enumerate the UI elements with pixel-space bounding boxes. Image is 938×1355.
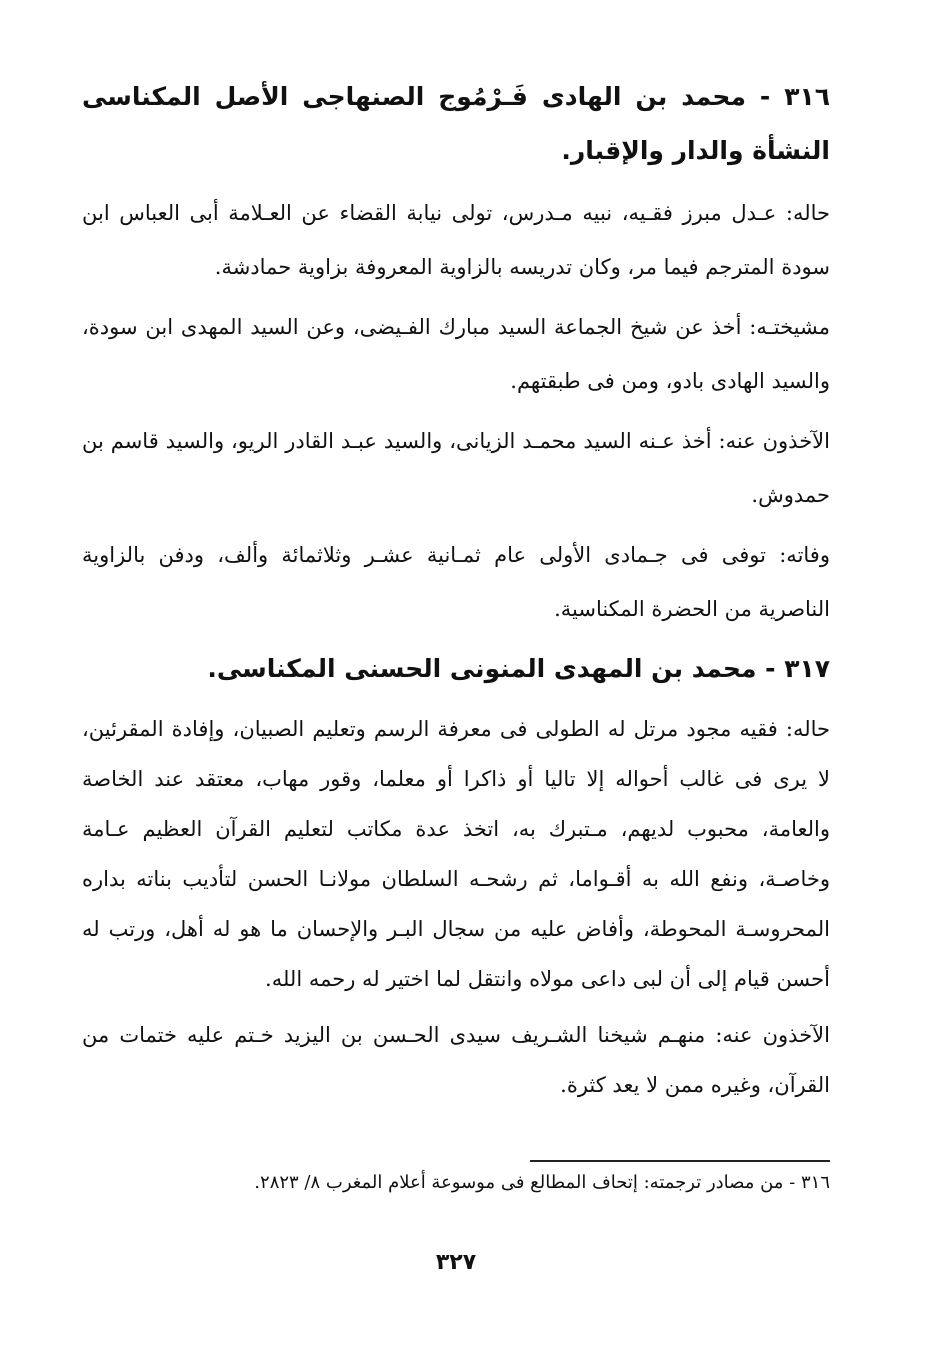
entry-316-mashyakha — [82, 300, 830, 408]
akhidhun-text: أخذ عـنه السيد محمـد الزيانى، والسيد عبـد القادر الريو، والسيد قاسم بن حمدوش. — [82, 429, 830, 507]
entry-316-title: ٣١٦ - محمد بن الهادى فَـرْمُوج الصنهاجى الأصل المكناسى النشأة والدار والإقبار. — [82, 82, 830, 165]
hal-text: فقيه مجود مرتل له الطولى فى معرفة الرسم وتعليم الصبيان، وإفادة المقرئين، لا يرى فى غالب أحواله إلا تاليا أو ذاكرا أو معلما، وقور مهاب، معتقد عند الخاصة والعامة، محبوب لديهم، مـتبرك به، اتخذ عدة مكاتب لتعليم القرآن العظيم عـامة وخاصـة، ونفع الله به أقـواما، ثم رشحـه السلطان مولانـا الحسن لتأديب بناته بداره المحروسـة المحوطة، وأفاض عليه من سجال البـر والإحسان ما هو له أهل، ورتب له أحسن قيام إلى أن لبى داعى مولاه وانتقل لما اختير له رحمه الله. — [82, 717, 830, 991]
hal-label: حاله: — [785, 201, 830, 225]
wafat-label: وفاته: — [779, 543, 830, 567]
entry-316-wafat — [82, 528, 830, 636]
document-page — [82, 70, 830, 1300]
footnote-section — [82, 1160, 830, 1200]
footnote-divider — [530, 1160, 830, 1162]
footnote: ٣١٦ - من مصادر ترجمته: إتحاف المطالع فى موسوعة أعلام المغرب ٨/ ٢٨٢٣. — [254, 1172, 830, 1193]
hal-text: عـدل مبرز فقـيه، نبيه مـدرس، تولى نيابة القضاء عن العـلامة أبى العباس ابن سودة المترجم فيما مر، وكان تدريسه بالزاوية المعروفة بزاوية حمادشة. — [82, 201, 830, 279]
akhidhun-label: الآخذون عنه: — [718, 429, 830, 453]
entry-316-hal — [82, 186, 830, 294]
akhidhun-text: منهـم شيخنا الشـريف سيدى الحـسن بن اليزيد خـتم عليه ختمات من القرآن، وغيره ممن لا يعد كثرة. — [82, 1023, 830, 1097]
entry-317-hal — [82, 704, 830, 1004]
wafat-text: توفى فى جـمادى الأولى عام ثمـانية عشـر وثلاثمائة وألف، ودفن بالزاوية الناصرية من الحضرة المكناسية. — [82, 543, 830, 621]
entry-317-akhidhun — [82, 1010, 830, 1110]
entry-317-title: ٣١٧ - محمد بن المهدى المنونى الحسنى المكناسى. — [207, 654, 830, 683]
mashyakha-label: مشيختـه: — [749, 315, 830, 339]
akhidhun-label: الآخذون عنه: — [715, 1023, 830, 1047]
entry-316-akhidhun — [82, 414, 830, 522]
mashyakha-text: أخذ عن شيخ الجماعة السيد مبارك الفـيضى، وعن السيد المهدى ابن سودة، والسيد الهادى بادو، ومن فى طبقتهم. — [82, 315, 830, 393]
hal-label: حاله: — [785, 717, 830, 741]
page-number: ٣٢٧ — [435, 1250, 477, 1275]
